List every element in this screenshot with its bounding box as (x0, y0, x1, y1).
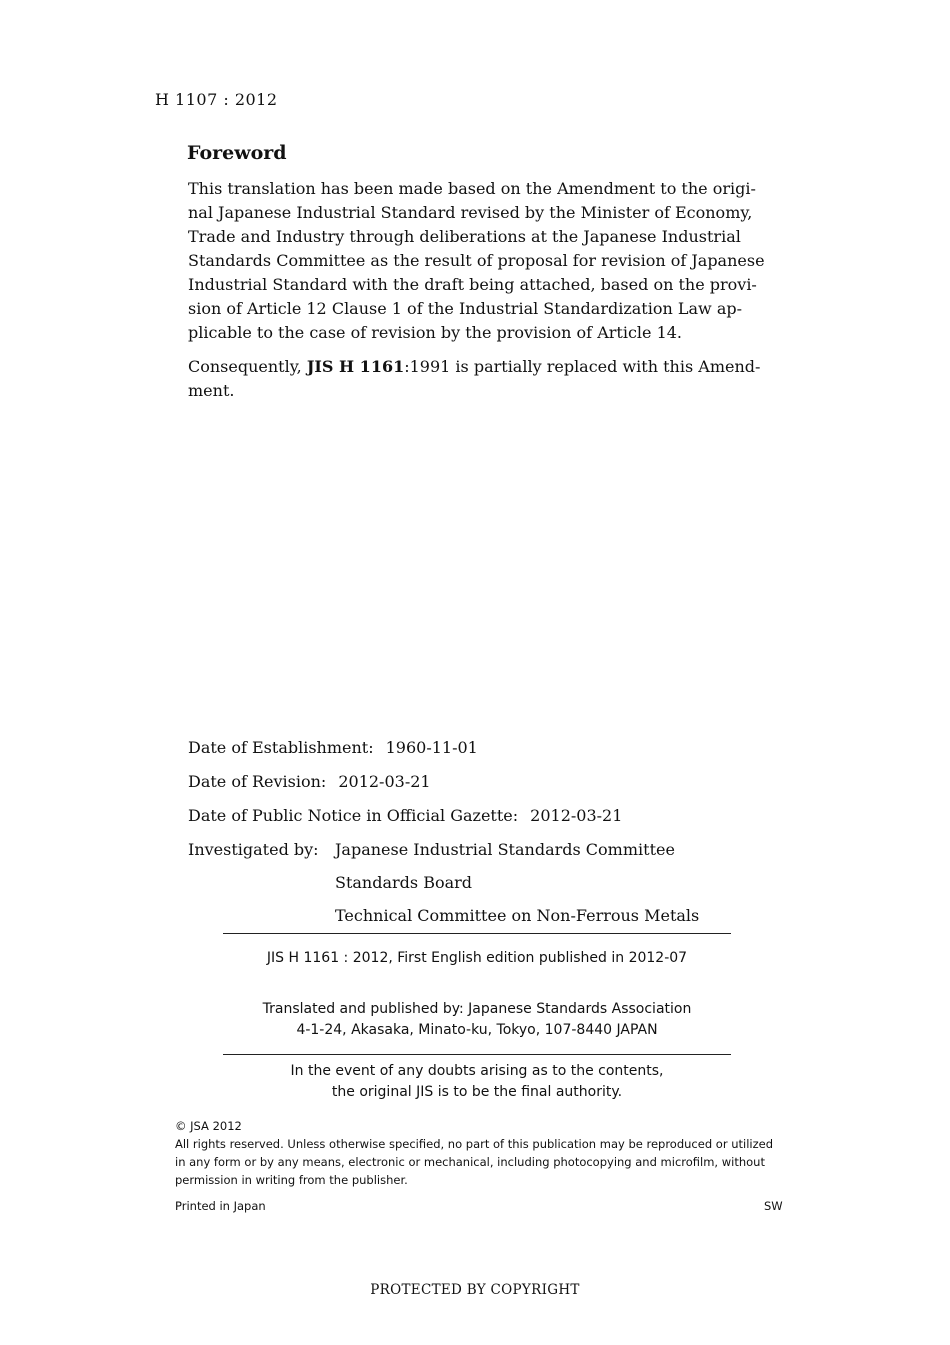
establishment-label: Date of Establishment: (188, 738, 374, 757)
gazette-date-row (188, 806, 622, 825)
edition-note: JIS H 1161 : 2012, First English edition published in 2012-07 (266, 950, 688, 966)
copyright-line: © JSA 2012 (175, 1119, 242, 1133)
divider-top (223, 933, 731, 934)
investigator-technical-committee: Technical Committee on Non-Ferrous Metals (335, 906, 700, 925)
rights-line-2: in any form or by any means, electronic or mechanical, including photocopying and microfilm, without (175, 1155, 765, 1169)
paragraph-2-lead: Consequently, (188, 357, 307, 376)
investigator-board: Standards Board (335, 873, 473, 892)
paragraph-2-tail: :1991 is partially replaced with this Amend- ment. (188, 357, 761, 400)
publisher-line-1: Translated and published by: Japanese Standards Association (262, 1001, 692, 1017)
revision-value: 2012-03-21 (338, 772, 431, 791)
foreword-paragraph-2 (188, 355, 781, 403)
jis-reference: JIS H 1161 (306, 357, 405, 376)
gazette-value: 2012-03-21 (530, 806, 623, 825)
foreword-title: Foreword (187, 142, 287, 164)
printed-in-japan: Printed in Japan (175, 1199, 266, 1213)
footer-code: SW (764, 1199, 783, 1213)
authority-line-2: the original JIS is to be the final authority. (331, 1084, 623, 1100)
rights-line-3: permission in writing from the publisher. (175, 1173, 408, 1187)
authority-line-1: In the event of any doubts arising as to the contents, (290, 1063, 664, 1079)
revision-date-row (188, 772, 431, 791)
foreword-paragraph-1: This translation has been made based on the Amendment to the origi- nal Japanese Industrial Standard revised by the Minister of Economy, Trade and Industry through deliberations at the Japanese Industrial Standards Committee as the result of proposal for revision of Japanese Industrial Standard with the draft being attached, based on the provi- sion of Article 12 Clause 1 of the Industrial Standardization Law ap- plicable to the case of revision by the provision of Article 14. (188, 179, 765, 342)
document-code-header: H 1107 : 2012 (155, 90, 278, 109)
revision-label: Date of Revision: (188, 772, 327, 791)
investigator-committee: Japanese Industrial Standards Committee (335, 840, 675, 859)
gazette-label: Date of Public Notice in Official Gazette: (188, 806, 519, 825)
rights-line-1: All rights reserved. Unless otherwise specified, no part of this publication may be reproduced or utilized (175, 1137, 773, 1151)
publisher-address: 4-1-24, Akasaka, Minato-ku, Tokyo, 107-8440 JAPAN (296, 1022, 658, 1038)
establishment-value: 1960-11-01 (385, 738, 478, 757)
establishment-date-row (188, 738, 478, 757)
investigated-by-label: Investigated by: (188, 840, 319, 859)
divider-bottom (223, 1054, 731, 1055)
protected-notice: PROTECTED BY COPYRIGHT (370, 1282, 580, 1298)
